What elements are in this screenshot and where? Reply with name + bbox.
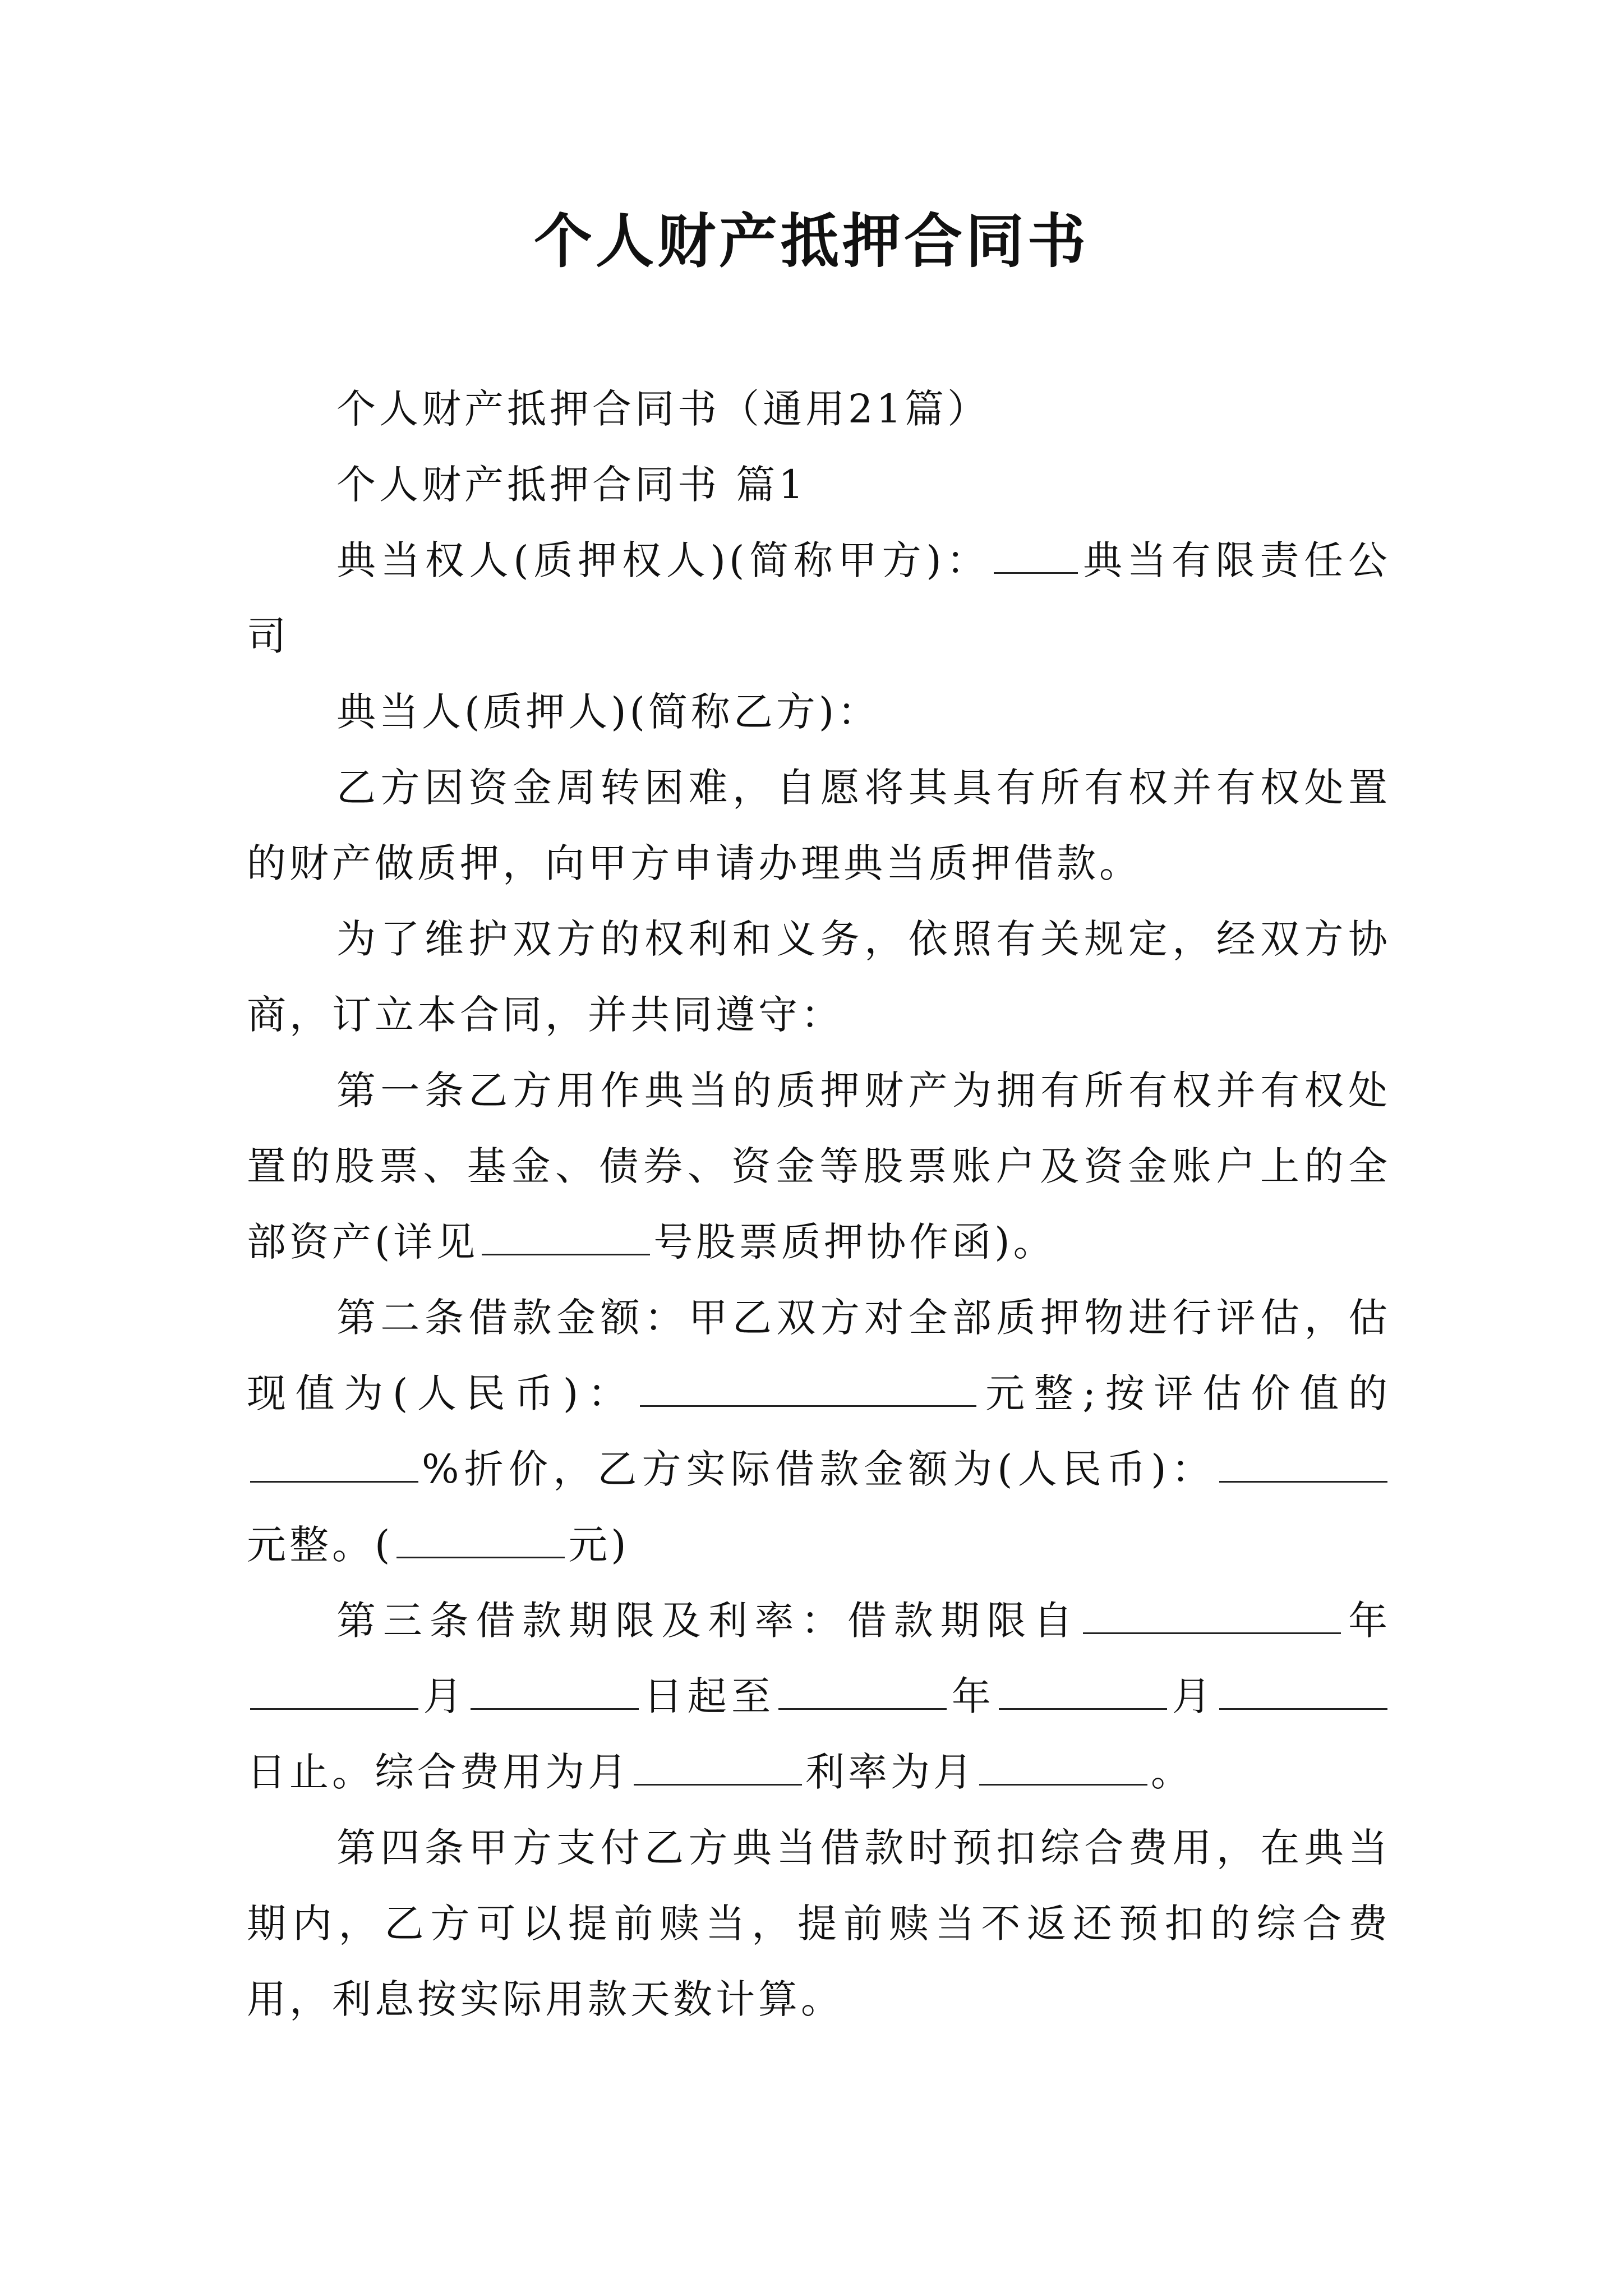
article-3-end: 。 [1151, 1749, 1193, 1795]
document-title: 个人财产抵押合同书 [533, 206, 1089, 275]
article-2-suffix: 元) [568, 1522, 630, 1568]
article-3-day2: 日止。综合费用为月 [247, 1749, 630, 1795]
reason-paragraph: 乙方因资金周转困难，自愿将其具有所有权并有权处置的财产做质押，向甲方申请办理典当质押借款。 [247, 765, 1391, 886]
blank-field [396, 1522, 565, 1558]
article-3-month2: 月 [1170, 1673, 1216, 1719]
article-1-suffix: 号股票质押协作函)。 [653, 1219, 1056, 1265]
blank-field [994, 537, 1078, 574]
section-heading: 个人财产抵押合同书 篇1 [336, 462, 807, 508]
document-body [247, 371, 1391, 2037]
article-3-day1: 日起至 [642, 1673, 776, 1719]
article-1-prefix: 第一条乙方用作典当的质押财产为拥有所有权并有权处置的股票、基金、债券、资金等股票账户及资金账户上的全部资产(详见 [247, 1068, 1391, 1265]
article-1 [247, 1053, 1391, 1280]
blank-field [250, 1673, 418, 1710]
document-subtitle: 个人财产抵押合同书（通用21篇） [336, 386, 990, 432]
article-2-mid1: 元整;按评估价值的 [979, 1370, 1391, 1416]
article-2-mid3: 元整。( [247, 1522, 394, 1568]
blank-field [634, 1749, 802, 1786]
blank-field [482, 1219, 650, 1255]
article-3-year1: 年 [1344, 1598, 1391, 1644]
article-2-mid2: %折价，乙方实际借款金额为(人民币)： [422, 1446, 1216, 1492]
party-a-suffix: 典当有限责任公司 [247, 537, 1391, 659]
purpose-paragraph: 为了维护双方的权利和义务，依照有关规定，经双方协商，订立本合同，并共同遵守： [247, 916, 1391, 1038]
article-2 [247, 1280, 1391, 1583]
article-2-prefix: 第二条借款金额：甲乙双方对全部质押物进行评估，估现值为(人民币)： [247, 1295, 1391, 1416]
party-a-line [247, 523, 1391, 674]
article-3-month1: 月 [422, 1673, 467, 1719]
blank-field [1083, 1598, 1341, 1634]
blank-field [250, 1446, 418, 1483]
party-b-line: 典当人(质押人)(简称乙方)： [336, 689, 880, 735]
article-3-rate: 利率为月 [805, 1749, 976, 1795]
article-3 [247, 1583, 1391, 1810]
blank-field [471, 1673, 639, 1710]
blank-field [979, 1749, 1147, 1786]
article-3-prefix: 第三条借款期限及利率：借款期限自 [336, 1598, 1080, 1644]
article-3-year2: 年 [950, 1673, 996, 1719]
blank-field [640, 1370, 976, 1407]
article-4: 第四条甲方支付乙方典当借款时预扣综合费用，在典当期内，乙方可以提前赎当，提前赎当不返还预扣的综合费用，利息按实际用款天数计算。 [247, 1825, 1391, 2022]
party-a-prefix: 典当权人(质押权人)(简称甲方)： [336, 537, 991, 583]
blank-field [999, 1673, 1167, 1710]
blank-field [1219, 1673, 1387, 1710]
blank-field [778, 1673, 947, 1710]
blank-field [1219, 1446, 1387, 1483]
